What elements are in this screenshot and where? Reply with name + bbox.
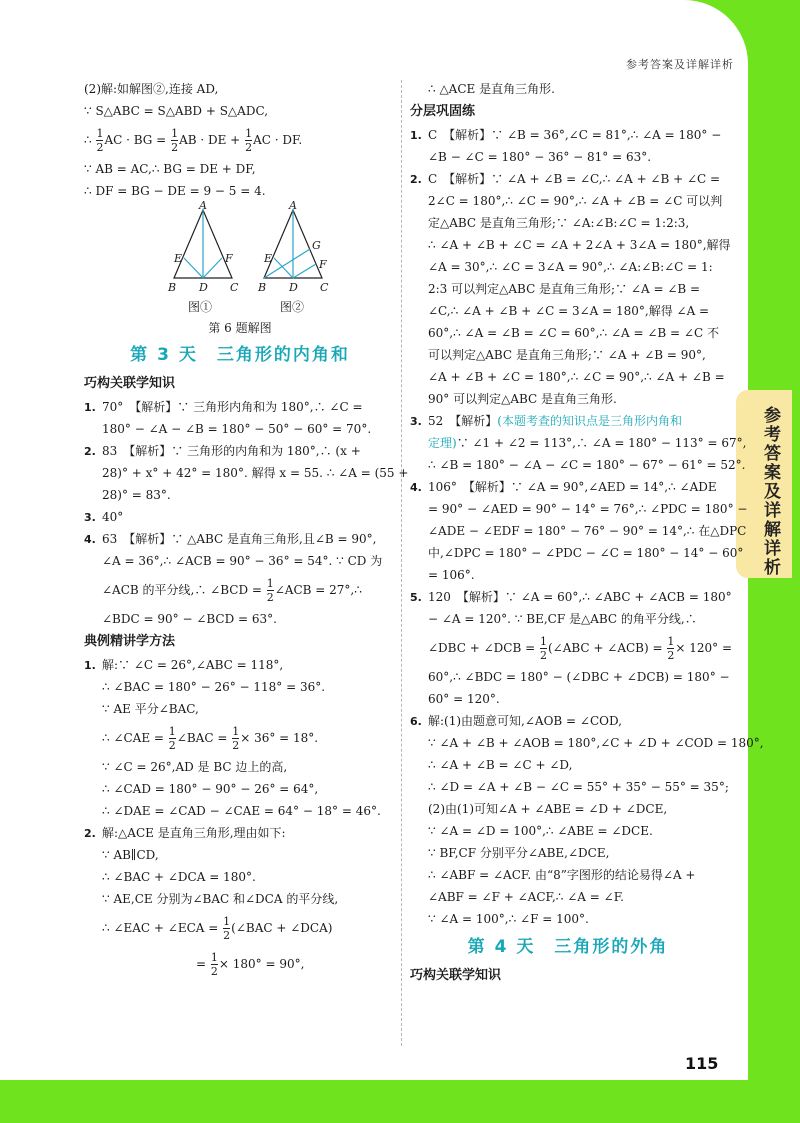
section-heading: 巧构关联学知识 — [410, 968, 502, 983]
example-line: ∴ ∠BAC + ∠DCA = 180°. — [102, 870, 256, 884]
answer-line: ∠A + ∠B + ∠C = 180°,∴ ∠C = 90°,∴ ∠A + ∠B = — [428, 370, 725, 384]
fig2-label-b: B — [258, 281, 267, 294]
fig1-label-b: B — [168, 281, 177, 294]
answer-item: 4. 106° 【解析】∵ ∠A = 90°,∠AED = 14°,∴ ∠ADE — [410, 480, 717, 494]
answer-item: 1. C 【解析】∵ ∠B = 36°,∠C = 81°,∴ ∠A = 180° − — [410, 128, 722, 142]
fig2-label-e: E — [264, 252, 273, 265]
answer-line: ∠B − ∠C = 180° − 36° − 81° = 63°. — [428, 150, 652, 164]
answer-line: 180° − ∠A − ∠B = 180° − 50° − 60° = 70°. — [102, 422, 372, 436]
answer-item: 2. 83 【解析】∵ 三角形的内角和为 180°,∴ (x + — [84, 444, 361, 458]
answer-line: 定理)∵ ∠1 + ∠2 = 113°,∴ ∠A = 180° − 113° = 67°, — [428, 436, 747, 450]
answer-line: 28)° = 83°. — [102, 488, 171, 502]
answer-line: 2:3 可以判定△ABC 是直角三角形;∵ ∠A = ∠B = — [428, 282, 701, 296]
figure-caption: 第 6 题解图 — [208, 321, 272, 335]
answer-line: ∴ ∠ABF = ∠ACF. 由“8”字图形的结论易得∠A + — [428, 868, 696, 882]
section-heading: 巧构关联学知识 — [84, 376, 176, 391]
example-line: ∴ ∠DAE = ∠CAD − ∠CAE = 64° − 18° = 46°. — [102, 804, 381, 818]
answer-line: ∴ ∠D = ∠A + ∠B − ∠C = 55° + 35° − 55° = 35°; — [428, 780, 729, 794]
answer-line: 60° = 120°. — [428, 692, 500, 706]
answer-line: 定△ABC 是直角三角形;∵ ∠A:∠B:∠C = 1:2:3, — [428, 216, 690, 230]
q6-line: ∴ DF = BG − DE = 9 − 5 = 4. — [84, 184, 266, 198]
fig2-label-d: D — [289, 281, 298, 294]
answer-line: − ∠A = 120°. ∵ BE,CF 是△ABC 的角平分线,∴ — [428, 612, 697, 626]
q6-line: ∵ S△ABC = S△ABD + S△ADC, — [84, 104, 269, 118]
answer-fraction-line: ∠ACB 的平分线,∴ ∠BCD = $\frac{1}{2}$ ∠ACB = 27°,∴ — [102, 577, 362, 604]
example-line: ∵ AE 平分∠BAC, — [102, 702, 199, 716]
page-number: 115 — [685, 1054, 719, 1073]
fig1-label-f: F — [225, 252, 233, 265]
q6-line: (2)解:如解图②,连接 AD, — [84, 82, 219, 96]
page-header: 参考答案及详解详析 — [626, 58, 734, 71]
answer-fraction-line: ∠DBC + ∠DCB = $\frac{1}{2}$ (∠ABC + ∠ACB) = $\frac{1}{2}$ × 120° = — [428, 635, 733, 662]
answer-line: ∵ BF,CF 分别平分∠ABE,∠DCE, — [428, 846, 610, 860]
answer-line: ∠BDC = 90° − ∠BCD = 63°. — [102, 612, 277, 626]
answer-line: 60°,∴ ∠BDC = 180° − (∠DBC + ∠DCB) = 180° − — [428, 670, 730, 684]
answer-line: ∴ ∠A + ∠B = ∠C + ∠D, — [428, 758, 573, 772]
answer-item: 3. 40° — [84, 510, 124, 524]
right-column — [410, 78, 764, 988]
fig1-label-e: E — [174, 252, 183, 265]
left-column — [84, 78, 409, 982]
answer-item: 5. 120 【解析】∵ ∠A = 60°,∴ ∠ABC + ∠ACB = 180° — [410, 590, 732, 604]
answer-item: 2. C 【解析】∵ ∠A + ∠B = ∠C,∴ ∠A + ∠B + ∠C = — [410, 172, 721, 186]
section-heading: 典例精讲学方法 — [84, 634, 176, 649]
answer-line: ∠A = 30°,∴ ∠C = 3∠A = 90°,∴ ∠A:∠B:∠C = 1: — [428, 260, 713, 274]
answer-line: = 106°. — [428, 568, 475, 582]
column-divider — [401, 80, 402, 1046]
answer-line: 28)° + x° + 42° = 180°. 解得 x = 55. ∴ ∠A = (55 + — [102, 466, 409, 480]
answer-line: 可以判定△ABC 是直角三角形;∵ ∠A + ∠B = 90°, — [428, 348, 706, 362]
answer-line: ∵ ∠A + ∠B + ∠AOB = 180°,∠C + ∠D + ∠COD = 180°, — [428, 736, 764, 750]
triangle-diagram — [144, 199, 344, 298]
fig1-label-d: D — [199, 281, 208, 294]
answer-line: 90° 可以判定△ABC 是直角三角形. — [428, 392, 617, 406]
side-tab-label: 参考答案及详解详析 — [760, 406, 780, 577]
day3-title: 第 3 天 三角形的内角和 — [130, 345, 350, 365]
answer-line: ∠ABF = ∠F + ∠ACF,∴ ∠A = ∠F. — [428, 890, 624, 904]
fig2-label-g: G — [312, 239, 321, 252]
answer-line: ∠C,∴ ∠A + ∠B + ∠C = 3∠A = 180°,解得 ∠A = — [428, 304, 710, 318]
section-heading: 分层巩固练 — [410, 104, 476, 119]
fig2-label-a: A — [289, 199, 297, 212]
answer-item: 6. 解:(1)由题意可知,∠AOB = ∠COD, — [410, 714, 622, 728]
example-item: 1. 解:∵ ∠C = 26°,∠ABC = 118°, — [84, 658, 284, 672]
answer-line: ∠ADE − ∠EDF = 180° − 76° − 90° = 14°,∴ 在△DPC — [428, 524, 747, 538]
answer-item: 4. 63 【解析】∵ △ABC 是直角三角形,且∠B = 90°, — [84, 532, 377, 546]
q6-line: ∵ AB = AC,∴ BG = DE + DF, — [84, 162, 256, 176]
answer-line: ∴ △ACE 是直角三角形. — [428, 82, 555, 96]
fig1-label-c: C — [230, 281, 239, 294]
answer-line: 60°,∴ ∠A = ∠B = ∠C = 60°,∴ ∠A = ∠B = ∠C 不 — [428, 326, 719, 340]
triangle-figures — [84, 199, 396, 318]
figure-1-label: 图① — [188, 300, 213, 314]
fig2-label-f: F — [319, 258, 327, 271]
answer-line: (2)由(1)可知∠A + ∠ABE = ∠D + ∠DCE, — [428, 802, 668, 816]
answer-line: 中,∠DPC = 180° − ∠PDC − ∠C = 180° − 14° − 60° — [428, 546, 744, 560]
answer-line: ∠A = 36°,∴ ∠ACB = 90° − 36° = 54°. ∵ CD 为 — [102, 554, 383, 568]
answer-line: ∴ ∠B = 180° − ∠A − ∠C = 180° − 67° − 61° = 52°. — [428, 458, 746, 472]
answer-item: 3. 52 【解析】(本题考查的知识点是三角形内角和 — [410, 414, 682, 428]
answer-item: 1. 70° 【解析】∵ 三角形内角和为 180°,∴ ∠C = — [84, 400, 363, 414]
fig2-label-c: C — [320, 281, 329, 294]
example-fraction-line: = $\frac{1}{2}$ × 180° = 90°, — [196, 951, 305, 978]
figure-2-label: 图② — [280, 300, 305, 314]
example-line: ∵ AE,CE 分别为∠BAC 和∠DCA 的平分线, — [102, 892, 339, 906]
answer-line: 2∠C = 180°,∴ ∠C = 90°,∴ ∠A + ∠B = ∠C 可以判 — [428, 194, 723, 208]
fig1-label-a: A — [199, 199, 207, 212]
answer-line: ∵ ∠A = 100°,∴ ∠F = 100°. — [428, 912, 589, 926]
example-line: ∵ AB∥CD, — [102, 848, 159, 862]
day4-title: 第 4 天 三角形的外角 — [467, 937, 669, 957]
answer-line: ∵ ∠A = ∠D = 100°,∴ ∠ABE = ∠DCE. — [428, 824, 653, 838]
answer-line: ∴ ∠A + ∠B + ∠C = ∠A + 2∠A + 3∠A = 180°,解得 — [428, 238, 731, 252]
example-fraction-line: ∴ ∠EAC + ∠ECA = $\frac{1}{2}$ (∠BAC + ∠DCA) — [102, 915, 333, 942]
side-tab[interactable] — [736, 390, 792, 578]
figure-1 — [174, 210, 232, 278]
example-line: ∵ ∠C = 26°,AD 是 BC 边上的高, — [102, 760, 288, 774]
example-fraction-line: ∴ ∠CAE = $\frac{1}{2}$ ∠BAC = $\frac{1}{2}$ × 36° = 18°. — [102, 725, 319, 752]
example-item: 2. 解:△ACE 是直角三角形,理由如下: — [84, 826, 286, 840]
example-line: ∴ ∠CAD = 180° − 90° − 26° = 64°, — [102, 782, 319, 796]
example-line: ∴ ∠BAC = 180° − 26° − 118° = 36°. — [102, 680, 326, 694]
q6-fraction-line: ∴ $\frac{1}{2}$ AC · BG = $\frac{1}{2}$ AB · DE + $\frac{1}{2}$ AC · DF. — [84, 127, 303, 154]
answer-line: = 90° − ∠AED = 90° − 14° = 76°,∴ ∠PDC = 180° − — [428, 502, 748, 516]
